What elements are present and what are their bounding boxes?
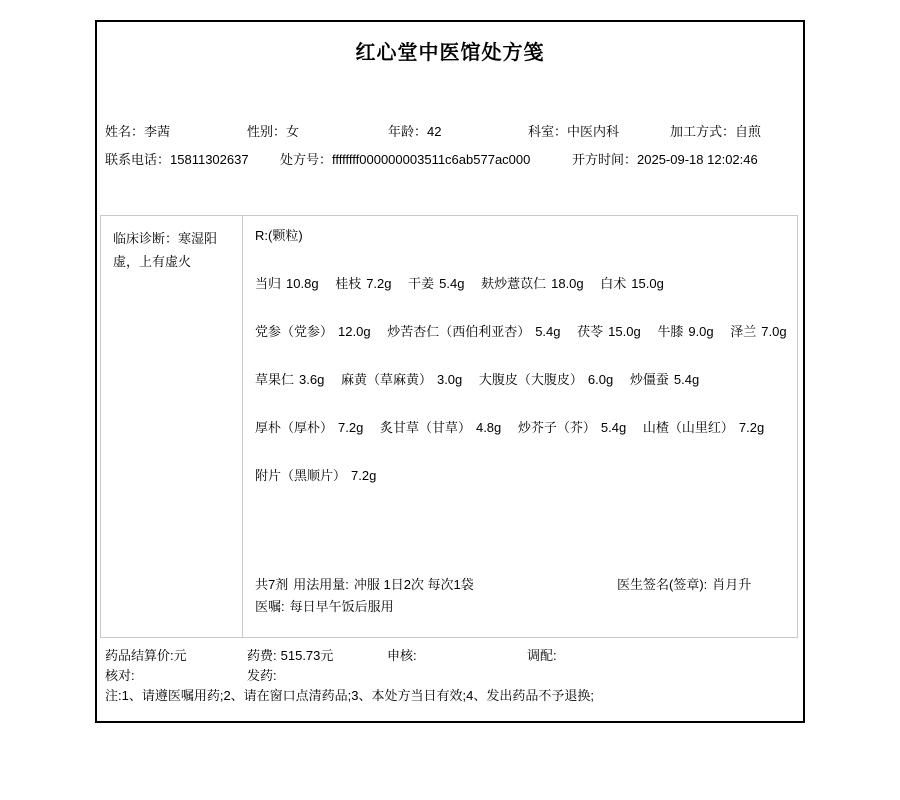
- herb-dose: 7.2g: [366, 276, 392, 291]
- herb-dose: 5.4g: [600, 420, 627, 435]
- footer: [105, 646, 795, 706]
- total-doses: 共7剂: [255, 577, 289, 592]
- patient-gender: [247, 123, 388, 140]
- issue-label: 发药:: [247, 668, 277, 683]
- rx-line-1: [255, 276, 797, 292]
- rx-line-3: [255, 372, 797, 388]
- doctor-sign-label: 医生签名(签章):: [617, 577, 708, 592]
- clinical-diagnosis: [101, 216, 243, 637]
- time-value: 2025-09-18 12:02:46: [637, 152, 758, 167]
- prescription-time: [572, 151, 795, 168]
- herb-name: 麸炒薏苡仁: [481, 276, 547, 291]
- patient-age: [388, 123, 528, 140]
- department-value: 中医内科: [567, 124, 620, 139]
- herb-name: 党参（党参）: [255, 324, 334, 339]
- herb-item: [518, 420, 626, 435]
- advice-line: [255, 596, 474, 618]
- page-title: 红心堂中医馆处方笺: [355, 42, 545, 64]
- prescription-box: [100, 215, 798, 638]
- dispense-field: [527, 646, 795, 666]
- rx-no-value: ffffffff000000003511c6ab577ac000: [332, 152, 531, 167]
- diagnosis-label: 临床诊断：: [113, 231, 179, 246]
- patient-info: [105, 123, 795, 168]
- herb-dose: 7.2g: [351, 468, 377, 483]
- time-label: 开方时间：: [572, 152, 638, 167]
- fee-label: 药费:: [247, 648, 277, 663]
- doctor-signature: [617, 574, 751, 596]
- phone-value: 15811302637: [170, 152, 249, 167]
- footer-row-2: [105, 666, 795, 686]
- herb-name: 山楂（山里红）: [642, 420, 734, 435]
- medicine-fee: [247, 646, 387, 666]
- herb-dose: 5.4g: [439, 276, 465, 291]
- rx-line-4: [255, 420, 797, 436]
- fee-value: 515.73元: [280, 648, 334, 663]
- herb-name: 茯苓: [577, 324, 604, 339]
- herb-name: 麻黄（草麻黄）: [340, 372, 432, 387]
- prescription-sheet: [95, 20, 805, 723]
- processing-value: 自煎: [735, 124, 762, 139]
- herb-name: 白术: [600, 276, 627, 291]
- herb-dose: 6.0g: [587, 372, 614, 387]
- herb-item: [255, 372, 324, 387]
- settlement-label: 药品结算价:: [105, 648, 174, 663]
- herb-name: 桂枝: [335, 276, 362, 291]
- processing-label: 加工方式：: [670, 124, 736, 139]
- review-label: 申核:: [387, 648, 417, 663]
- rx-no-label: 处方号：: [280, 152, 333, 167]
- patient-name: [105, 123, 247, 140]
- herb-dose: 5.4g: [673, 372, 700, 387]
- rx-line-2: [255, 324, 797, 340]
- herb-name: 炙甘草（甘草）: [379, 420, 471, 435]
- herb-name: 牛膝: [657, 324, 684, 339]
- herb-name: 炒芥子（芥）: [517, 420, 596, 435]
- herb-item: [380, 420, 501, 435]
- herb-item: [255, 420, 363, 435]
- patient-name-value: 李茜: [144, 124, 171, 139]
- issue-field: [247, 666, 795, 686]
- department-label: 科室：: [528, 124, 568, 139]
- herb-name: 当归: [255, 276, 282, 291]
- herb-dose: 3.6g: [299, 372, 325, 387]
- prescription-number: [280, 151, 572, 168]
- advice-label: 医嘱:: [255, 599, 285, 614]
- footer-note: 注:1、请遵医嘱用药;2、请在窗口点清药品;3、本处方当日有效;4、发出药品不予退换;: [105, 688, 594, 703]
- usage-line: [255, 574, 474, 596]
- herb-dose: 7.2g: [338, 420, 364, 435]
- diagnosis-value: 寒湿阳虚，上有虚火: [113, 231, 218, 269]
- herb-item: [730, 324, 786, 339]
- herb-item: [630, 372, 699, 387]
- herb-dose: 12.0g: [338, 324, 371, 339]
- settlement-unit: 元: [173, 648, 187, 663]
- herb-dose: 4.8g: [475, 420, 502, 435]
- patient-gender-label: 性别：: [247, 124, 287, 139]
- review-field: [387, 646, 527, 666]
- herb-dose: 3.0g: [436, 372, 463, 387]
- herb-dose: 5.4g: [535, 324, 561, 339]
- dispense-label: 调配:: [527, 648, 557, 663]
- herb-name: 大腹皮（大腹皮）: [478, 372, 583, 387]
- patient-info-row-1: [105, 123, 795, 140]
- patient-gender-value: 女: [286, 124, 300, 139]
- settlement-price: [105, 646, 247, 666]
- herb-item: [481, 276, 584, 291]
- herb-name: 草果仁: [255, 372, 295, 387]
- herb-dose: 7.2g: [738, 420, 765, 435]
- check-field: [105, 666, 247, 686]
- patient-info-row-2: [105, 151, 795, 168]
- contact-phone: [105, 151, 280, 168]
- herb-item: [657, 324, 713, 339]
- herb-dose: 15.0g: [631, 276, 664, 291]
- patient-age-value: 42: [427, 124, 442, 139]
- herb-item: [387, 324, 560, 339]
- usage-label: 用法用量:: [293, 577, 349, 592]
- patient-age-label: 年龄：: [388, 124, 428, 139]
- herb-dose: 9.0g: [688, 324, 714, 339]
- herb-item: [255, 324, 371, 339]
- herb-item: [341, 372, 462, 387]
- patient-name-label: 姓名：: [105, 124, 145, 139]
- phone-label: 联系电话：: [105, 152, 171, 167]
- herb-dose: 18.0g: [551, 276, 584, 291]
- herb-name: 附片（黑顺片）: [255, 468, 347, 483]
- herb-dose: 7.0g: [761, 324, 787, 339]
- doctor-name: 肖月升: [712, 577, 752, 592]
- usage-block: [255, 574, 474, 618]
- herb-dose: 10.8g: [286, 276, 319, 291]
- herb-name: 干姜: [408, 276, 435, 291]
- department: [528, 123, 670, 140]
- rx-form: R:(颗粒): [255, 228, 303, 243]
- check-label: 核对:: [105, 668, 135, 683]
- herb-item: [600, 276, 664, 291]
- herb-name: 炒僵蚕: [629, 372, 669, 387]
- herb-name: 泽兰: [730, 324, 757, 339]
- herb-item: [643, 420, 764, 435]
- usage-value: 冲服 1日2次 每次1袋: [353, 577, 474, 592]
- herb-name: 厚朴（厚朴）: [255, 420, 334, 435]
- herb-name: 炒苦杏仁（西伯利亚杏）: [387, 324, 531, 339]
- herb-item: [255, 276, 319, 291]
- herb-item: [335, 276, 391, 291]
- herb-item: [408, 276, 464, 291]
- rx-line-5: [255, 468, 797, 484]
- rx-main: [243, 216, 797, 637]
- advice-value: 每日早午饭后服用: [289, 599, 394, 614]
- herb-item: [255, 468, 376, 483]
- footer-row-1: [105, 646, 795, 666]
- processing-method: [670, 123, 795, 140]
- herb-item: [577, 324, 641, 339]
- herb-dose: 15.0g: [608, 324, 641, 339]
- herb-item: [479, 372, 613, 387]
